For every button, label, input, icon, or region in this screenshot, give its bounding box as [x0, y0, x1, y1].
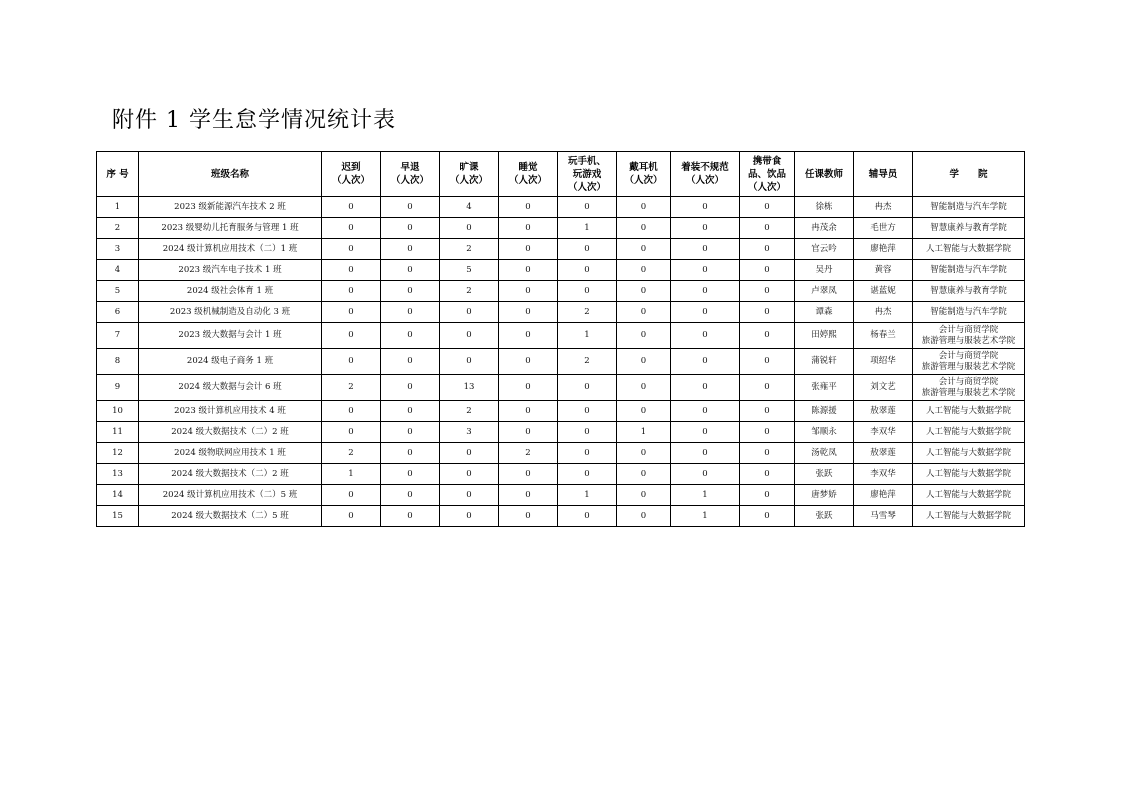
- cell-counselor: 马雪琴: [854, 506, 913, 527]
- cell-earphones: 0: [617, 218, 671, 239]
- page-title: 附件 1 学生怠学情况统计表: [112, 108, 396, 133]
- cell-counselor: 敖翠莲: [854, 443, 913, 464]
- cell-phone-games: 1: [558, 485, 617, 506]
- cell-late: 1: [322, 464, 381, 485]
- cell-leave-early: 0: [381, 197, 440, 218]
- header-food-drinks: [740, 152, 795, 197]
- cell-sleeping: 0: [499, 218, 558, 239]
- cell-absent: 0: [440, 218, 499, 239]
- cell-leave-early: 0: [381, 349, 440, 375]
- cell-earphones: 0: [617, 349, 671, 375]
- header-class-name: [139, 152, 322, 197]
- cell-leave-early: 0: [381, 323, 440, 349]
- cell-dress-code: 0: [671, 302, 740, 323]
- cell-phone-games: 0: [558, 260, 617, 281]
- cell-sleeping: 0: [499, 302, 558, 323]
- cell-absent: 2: [440, 401, 499, 422]
- cell-teacher: 张跃: [795, 464, 854, 485]
- cell-absent: 0: [440, 349, 499, 375]
- cell-phone-games: 0: [558, 197, 617, 218]
- college-name-line: 人工智能与大数据学院: [925, 489, 1011, 500]
- cell-teacher: 冉茂余: [795, 218, 854, 239]
- cell-index: 6: [97, 302, 139, 323]
- cell-earphones: 1: [617, 422, 671, 443]
- table-row: [97, 239, 1025, 260]
- cell-class-name: 2023 级大数据与会计 1 班: [139, 323, 322, 349]
- cell-counselor: 李双华: [854, 422, 913, 443]
- cell-food-drinks: 0: [740, 323, 795, 349]
- cell-teacher: 官云吟: [795, 239, 854, 260]
- table-row: [97, 401, 1025, 422]
- cell-food-drinks: 0: [740, 218, 795, 239]
- cell-earphones: 0: [617, 260, 671, 281]
- college-name-line: 人工智能与大数据学院: [925, 243, 1011, 254]
- header-label-line: 品、饮品: [747, 168, 786, 180]
- table-row: [97, 464, 1025, 485]
- cell-late: 0: [322, 422, 381, 443]
- cell-phone-games: 2: [558, 349, 617, 375]
- cell-counselor: 冉杰: [854, 197, 913, 218]
- cell-index: 7: [97, 323, 139, 349]
- cell-phone-games: 2: [558, 302, 617, 323]
- cell-food-drinks: 0: [740, 349, 795, 375]
- cell-college: [913, 401, 1025, 422]
- college-name-line: 智慧康养与教育学院: [930, 285, 1007, 296]
- cell-sleeping: 0: [499, 239, 558, 260]
- cell-index: 14: [97, 485, 139, 506]
- header-label-line: （人次）: [331, 175, 370, 186]
- cell-college: [913, 239, 1025, 260]
- cell-teacher: 吴丹: [795, 260, 854, 281]
- table-row: [97, 422, 1025, 443]
- header-absent: [440, 152, 499, 197]
- cell-food-drinks: 0: [740, 422, 795, 443]
- cell-phone-games: 0: [558, 464, 617, 485]
- cell-teacher: 卢翠凤: [795, 281, 854, 302]
- cell-teacher: 谭森: [795, 302, 854, 323]
- cell-late: 0: [322, 349, 381, 375]
- cell-college: [913, 302, 1025, 323]
- header-label-line: 着装不规范: [681, 162, 729, 173]
- cell-food-drinks: 0: [740, 375, 795, 401]
- cell-teacher: 邹顺永: [795, 422, 854, 443]
- cell-sleeping: 0: [499, 197, 558, 218]
- cell-absent: 5: [440, 260, 499, 281]
- table-row: [97, 506, 1025, 527]
- cell-phone-games: 0: [558, 375, 617, 401]
- cell-leave-early: 0: [381, 485, 440, 506]
- cell-late: 0: [322, 485, 381, 506]
- cell-index: 3: [97, 239, 139, 260]
- cell-food-drinks: 0: [740, 302, 795, 323]
- cell-phone-games: 1: [558, 218, 617, 239]
- cell-late: 0: [322, 197, 381, 218]
- college-name-line: 会计与商贸学院: [938, 324, 999, 335]
- cell-dress-code: 0: [671, 422, 740, 443]
- cell-index: 13: [97, 464, 139, 485]
- cell-class-name: 2024 级计算机应用技术（二）5 班: [139, 485, 322, 506]
- cell-class-name: 2024 级大数据与会计 6 班: [139, 375, 322, 401]
- cell-late: 0: [322, 323, 381, 349]
- cell-class-name: 2024 级物联网应用技术 1 班: [139, 443, 322, 464]
- cell-college: [913, 260, 1025, 281]
- cell-dress-code: 0: [671, 197, 740, 218]
- cell-college: [913, 281, 1025, 302]
- cell-index: 15: [97, 506, 139, 527]
- table-row: [97, 375, 1025, 401]
- cell-dress-code: 0: [671, 375, 740, 401]
- table-row: [97, 260, 1025, 281]
- header-label-line: 迟到: [341, 162, 361, 173]
- college-name-line: 人工智能与大数据学院: [925, 468, 1011, 479]
- cell-teacher: 张跃: [795, 506, 854, 527]
- cell-late: 0: [322, 401, 381, 422]
- college-name-line: 人工智能与大数据学院: [925, 405, 1011, 416]
- cell-index: 11: [97, 422, 139, 443]
- cell-absent: 0: [440, 302, 499, 323]
- cell-leave-early: 0: [381, 422, 440, 443]
- header-label-line: 班级名称: [210, 168, 249, 180]
- cell-late: 2: [322, 375, 381, 401]
- cell-earphones: 0: [617, 464, 671, 485]
- cell-teacher: 汤乾凤: [795, 443, 854, 464]
- header-label-line: 睡觉: [518, 162, 538, 173]
- header-label-line: （人次）: [624, 175, 663, 186]
- table-row: [97, 302, 1025, 323]
- header-label-line: （人次）: [685, 175, 724, 186]
- college-name-line: 会计与商贸学院: [938, 376, 999, 387]
- header-leave-early: [381, 152, 440, 197]
- cell-college: [913, 218, 1025, 239]
- cell-counselor: 冉杰: [854, 302, 913, 323]
- cell-absent: 4: [440, 197, 499, 218]
- cell-late: 0: [322, 302, 381, 323]
- college-name-line: 人工智能与大数据学院: [925, 426, 1011, 437]
- cell-dress-code: 0: [671, 464, 740, 485]
- cell-index: 1: [97, 197, 139, 218]
- cell-earphones: 0: [617, 485, 671, 506]
- header-label-line: 早退: [400, 162, 420, 173]
- cell-teacher: 陈源援: [795, 401, 854, 422]
- college-name-line: 智能制造与汽车学院: [930, 264, 1007, 275]
- cell-dress-code: 0: [671, 443, 740, 464]
- cell-index: 4: [97, 260, 139, 281]
- cell-college: [913, 506, 1025, 527]
- cell-earphones: 0: [617, 401, 671, 422]
- cell-index: 5: [97, 281, 139, 302]
- header-label-line: 玩手机、: [567, 155, 606, 167]
- table-row: [97, 323, 1025, 349]
- cell-college: [913, 485, 1025, 506]
- cell-class-name: 2023 级新能源汽车技术 2 班: [139, 197, 322, 218]
- header-label-line: （人次）: [747, 181, 786, 193]
- cell-leave-early: 0: [381, 239, 440, 260]
- cell-earphones: 0: [617, 197, 671, 218]
- cell-absent: 2: [440, 239, 499, 260]
- table-row: [97, 218, 1025, 239]
- cell-index: 12: [97, 443, 139, 464]
- college-name-line: 旅游管理与服装艺术学院: [921, 361, 1016, 372]
- cell-leave-early: 0: [381, 506, 440, 527]
- cell-leave-early: 0: [381, 375, 440, 401]
- cell-absent: 2: [440, 281, 499, 302]
- cell-late: 0: [322, 281, 381, 302]
- cell-dress-code: 0: [671, 401, 740, 422]
- college-name-line: 智慧康养与教育学院: [930, 222, 1007, 233]
- cell-sleeping: 0: [499, 349, 558, 375]
- cell-food-drinks: 0: [740, 443, 795, 464]
- header-label-line: 戴耳机: [629, 162, 658, 173]
- cell-counselor: 黄容: [854, 260, 913, 281]
- college-name-line: 人工智能与大数据学院: [925, 510, 1011, 521]
- table-row: [97, 197, 1025, 218]
- cell-teacher: 蒲锐轩: [795, 349, 854, 375]
- college-name-line: 人工智能与大数据学院: [925, 447, 1011, 458]
- header-label-line: 学 院: [949, 168, 988, 180]
- cell-index: 10: [97, 401, 139, 422]
- cell-class-name: 2024 级大数据技术（二）2 班: [139, 422, 322, 443]
- cell-phone-games: 0: [558, 281, 617, 302]
- cell-leave-early: 0: [381, 281, 440, 302]
- header-label-line: （人次）: [567, 181, 606, 193]
- cell-absent: 0: [440, 485, 499, 506]
- header-label-line: （人次）: [449, 175, 488, 186]
- cell-food-drinks: 0: [740, 506, 795, 527]
- cell-late: 2: [322, 443, 381, 464]
- table-header: [97, 152, 1025, 197]
- cell-class-name: 2024 级计算机应用技术（二）1 班: [139, 239, 322, 260]
- cell-late: 0: [322, 239, 381, 260]
- cell-college: [913, 375, 1025, 401]
- cell-late: 0: [322, 506, 381, 527]
- cell-dress-code: 1: [671, 485, 740, 506]
- header-label-line: （人次）: [390, 175, 429, 186]
- table-row: [97, 443, 1025, 464]
- cell-late: 0: [322, 218, 381, 239]
- header-label-line: 任课教师: [804, 168, 843, 180]
- cell-food-drinks: 0: [740, 401, 795, 422]
- cell-earphones: 0: [617, 302, 671, 323]
- cell-absent: 0: [440, 464, 499, 485]
- cell-phone-games: 0: [558, 422, 617, 443]
- cell-leave-early: 0: [381, 302, 440, 323]
- cell-index: 9: [97, 375, 139, 401]
- header-late: [322, 152, 381, 197]
- cell-counselor: 毛世方: [854, 218, 913, 239]
- college-name-line: 智能制造与汽车学院: [930, 306, 1007, 317]
- cell-teacher: 田婷熙: [795, 323, 854, 349]
- cell-leave-early: 0: [381, 401, 440, 422]
- cell-class-name: 2024 级大数据技术（二）5 班: [139, 506, 322, 527]
- cell-college: [913, 197, 1025, 218]
- table-row: [97, 349, 1025, 375]
- cell-class-name: 2024 级电子商务 1 班: [139, 349, 322, 375]
- cell-dress-code: 0: [671, 323, 740, 349]
- cell-college: [913, 464, 1025, 485]
- header-label-line: 旷课: [459, 162, 479, 173]
- cell-counselor: 刘文艺: [854, 375, 913, 401]
- cell-sleeping: 0: [499, 375, 558, 401]
- header-index: [97, 152, 139, 197]
- header-phone-games: [558, 152, 617, 197]
- cell-counselor: 敖翠莲: [854, 401, 913, 422]
- cell-earphones: 0: [617, 281, 671, 302]
- cell-class-name: 2023 级汽车电子技术 1 班: [139, 260, 322, 281]
- cell-leave-early: 0: [381, 260, 440, 281]
- college-name-line: 旅游管理与服装艺术学院: [921, 387, 1016, 398]
- cell-leave-early: 0: [381, 443, 440, 464]
- header-college: [913, 152, 1025, 197]
- cell-sleeping: 2: [499, 443, 558, 464]
- cell-food-drinks: 0: [740, 260, 795, 281]
- cell-earphones: 0: [617, 443, 671, 464]
- cell-college: [913, 323, 1025, 349]
- cell-absent: 13: [440, 375, 499, 401]
- cell-dress-code: 0: [671, 260, 740, 281]
- cell-absent: 0: [440, 443, 499, 464]
- header-label-line: 序 号: [106, 168, 129, 180]
- cell-counselor: 廖艳萍: [854, 239, 913, 260]
- college-name-line: 旅游管理与服装艺术学院: [921, 335, 1016, 346]
- cell-sleeping: 0: [499, 401, 558, 422]
- cell-absent: 0: [440, 323, 499, 349]
- cell-class-name: 2023 级婴幼儿托育服务与管理 1 班: [139, 218, 322, 239]
- table-body: [97, 197, 1025, 527]
- cell-phone-games: 0: [558, 239, 617, 260]
- cell-counselor: 谌蓝妮: [854, 281, 913, 302]
- cell-dress-code: 0: [671, 218, 740, 239]
- cell-sleeping: 0: [499, 323, 558, 349]
- cell-class-name: 2023 级计算机应用技术 4 班: [139, 401, 322, 422]
- cell-food-drinks: 0: [740, 485, 795, 506]
- header-dress-code: [671, 152, 740, 197]
- college-name-line: 智能制造与汽车学院: [930, 201, 1007, 212]
- cell-sleeping: 0: [499, 422, 558, 443]
- cell-college: [913, 422, 1025, 443]
- cell-phone-games: 0: [558, 443, 617, 464]
- cell-sleeping: 0: [499, 506, 558, 527]
- cell-phone-games: 0: [558, 401, 617, 422]
- header-label-line: （人次）: [508, 175, 547, 186]
- cell-food-drinks: 0: [740, 197, 795, 218]
- cell-counselor: 项绍华: [854, 349, 913, 375]
- cell-leave-early: 0: [381, 218, 440, 239]
- cell-earphones: 0: [617, 323, 671, 349]
- cell-phone-games: 0: [558, 506, 617, 527]
- header-label-line: 玩游戏: [572, 168, 602, 180]
- cell-college: [913, 443, 1025, 464]
- cell-class-name: 2024 级大数据技术（二）2 班: [139, 464, 322, 485]
- header-teacher: [795, 152, 854, 197]
- header-earphones: [617, 152, 671, 197]
- cell-index: 8: [97, 349, 139, 375]
- cell-food-drinks: 0: [740, 464, 795, 485]
- cell-teacher: 张雍平: [795, 375, 854, 401]
- cell-sleeping: 0: [499, 281, 558, 302]
- cell-food-drinks: 0: [740, 239, 795, 260]
- cell-class-name: 2023 级机械制造及自动化 3 班: [139, 302, 322, 323]
- header-row: [97, 152, 1025, 197]
- cell-earphones: 0: [617, 506, 671, 527]
- cell-teacher: 唐梦娇: [795, 485, 854, 506]
- statistics-table: [96, 151, 1025, 527]
- cell-dress-code: 0: [671, 349, 740, 375]
- cell-leave-early: 0: [381, 464, 440, 485]
- cell-phone-games: 1: [558, 323, 617, 349]
- cell-dress-code: 0: [671, 281, 740, 302]
- cell-college: [913, 349, 1025, 375]
- cell-absent: 0: [440, 506, 499, 527]
- cell-counselor: 廖艳萍: [854, 485, 913, 506]
- cell-dress-code: 0: [671, 239, 740, 260]
- cell-earphones: 0: [617, 375, 671, 401]
- cell-food-drinks: 0: [740, 281, 795, 302]
- cell-dress-code: 1: [671, 506, 740, 527]
- header-counselor: [854, 152, 913, 197]
- cell-counselor: 李双华: [854, 464, 913, 485]
- cell-late: 0: [322, 260, 381, 281]
- college-name-line: 会计与商贸学院: [938, 350, 999, 361]
- cell-teacher: 徐栋: [795, 197, 854, 218]
- cell-absent: 3: [440, 422, 499, 443]
- table-row: [97, 281, 1025, 302]
- cell-sleeping: 0: [499, 464, 558, 485]
- table-row: [97, 485, 1025, 506]
- header-label-line: 携带食: [752, 155, 782, 167]
- cell-sleeping: 0: [499, 260, 558, 281]
- cell-sleeping: 0: [499, 485, 558, 506]
- header-label-line: 辅导员: [868, 168, 898, 180]
- cell-counselor: 杨春兰: [854, 323, 913, 349]
- cell-earphones: 0: [617, 239, 671, 260]
- cell-index: 2: [97, 218, 139, 239]
- header-sleeping: [499, 152, 558, 197]
- cell-class-name: 2024 级社会体育 1 班: [139, 281, 322, 302]
